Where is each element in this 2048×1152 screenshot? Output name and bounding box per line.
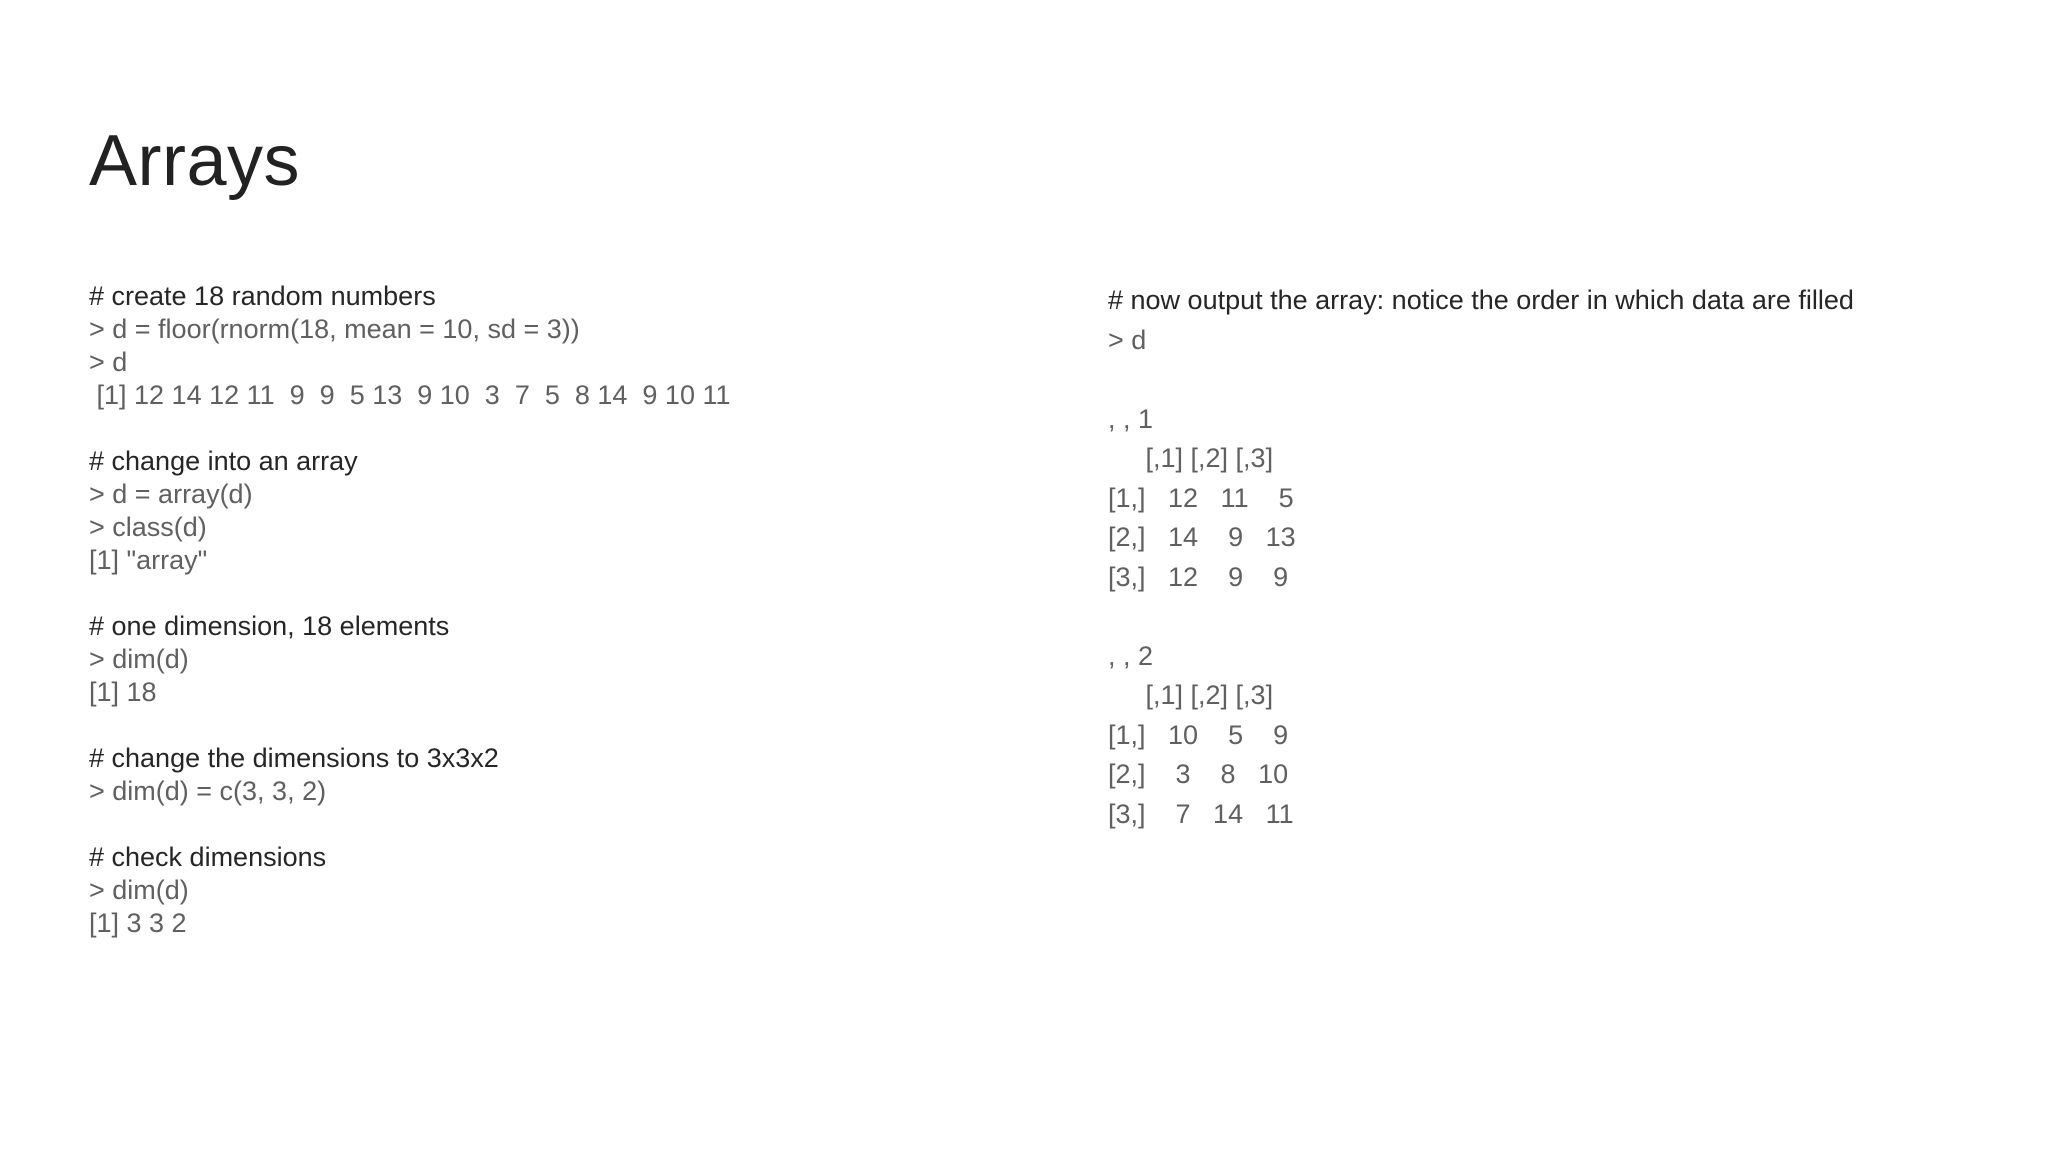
code-line: > d = floor(rnorm(18, mean = 10, sd = 3))	[89, 314, 580, 344]
code-line: [1,] 10 5 9	[1108, 719, 1289, 750]
code-comment-line: # now output the array: notice the order in which data are filled	[1108, 285, 1854, 315]
code-comment-line: # one dimension, 18 elements	[89, 611, 450, 641]
code-comment-line: # create 18 random numbers	[89, 281, 436, 311]
blank-line	[89, 808, 1049, 841]
blank-line	[1108, 360, 2008, 400]
code-comment-line: # change the dimensions to 3x3x2	[89, 743, 499, 773]
code-line: [,1] [,2] [,3]	[1108, 680, 1274, 710]
slide-title: Arrays	[89, 121, 301, 201]
code-line: > dim(d)	[89, 644, 189, 674]
blank-line	[89, 412, 1049, 445]
code-line: [1] "array"	[89, 545, 208, 575]
code-line: > dim(d)	[89, 875, 189, 905]
code-line: [1,] 12 11 5	[1108, 482, 1294, 513]
code-comment-line: # check dimensions	[89, 842, 327, 872]
code-line: [3,] 12 9 9	[1108, 561, 1289, 592]
code-line: > class(d)	[89, 512, 207, 542]
code-line: [1] 3 3 2	[89, 908, 187, 938]
code-line: > d	[1108, 324, 1147, 355]
code-line: [2,] 14 9 13	[1108, 522, 1296, 552]
code-line: [1] 12 14 12 11 9 9 5 13 9 10 3 7 5 8 14 9 10 11	[89, 380, 731, 410]
code-line: > d = array(d)	[89, 479, 253, 509]
left-code-block	[89, 280, 1049, 940]
right-code-block	[1108, 281, 2008, 834]
blank-line	[89, 577, 1049, 610]
code-line: [1] 18	[89, 677, 157, 707]
code-comment-line: # change into an array	[89, 446, 358, 476]
code-line: > d	[89, 347, 128, 377]
blank-line	[89, 709, 1049, 742]
code-line: , , 2	[1108, 640, 1154, 671]
code-line: > dim(d) = c(3, 3, 2)	[89, 776, 327, 806]
blank-line	[1108, 597, 2008, 637]
code-line: [2,] 3 8 10	[1108, 759, 1289, 789]
code-line: , , 1	[1108, 403, 1154, 434]
code-line: [,1] [,2] [,3]	[1108, 443, 1274, 473]
code-line: [3,] 7 14 11	[1108, 798, 1294, 829]
